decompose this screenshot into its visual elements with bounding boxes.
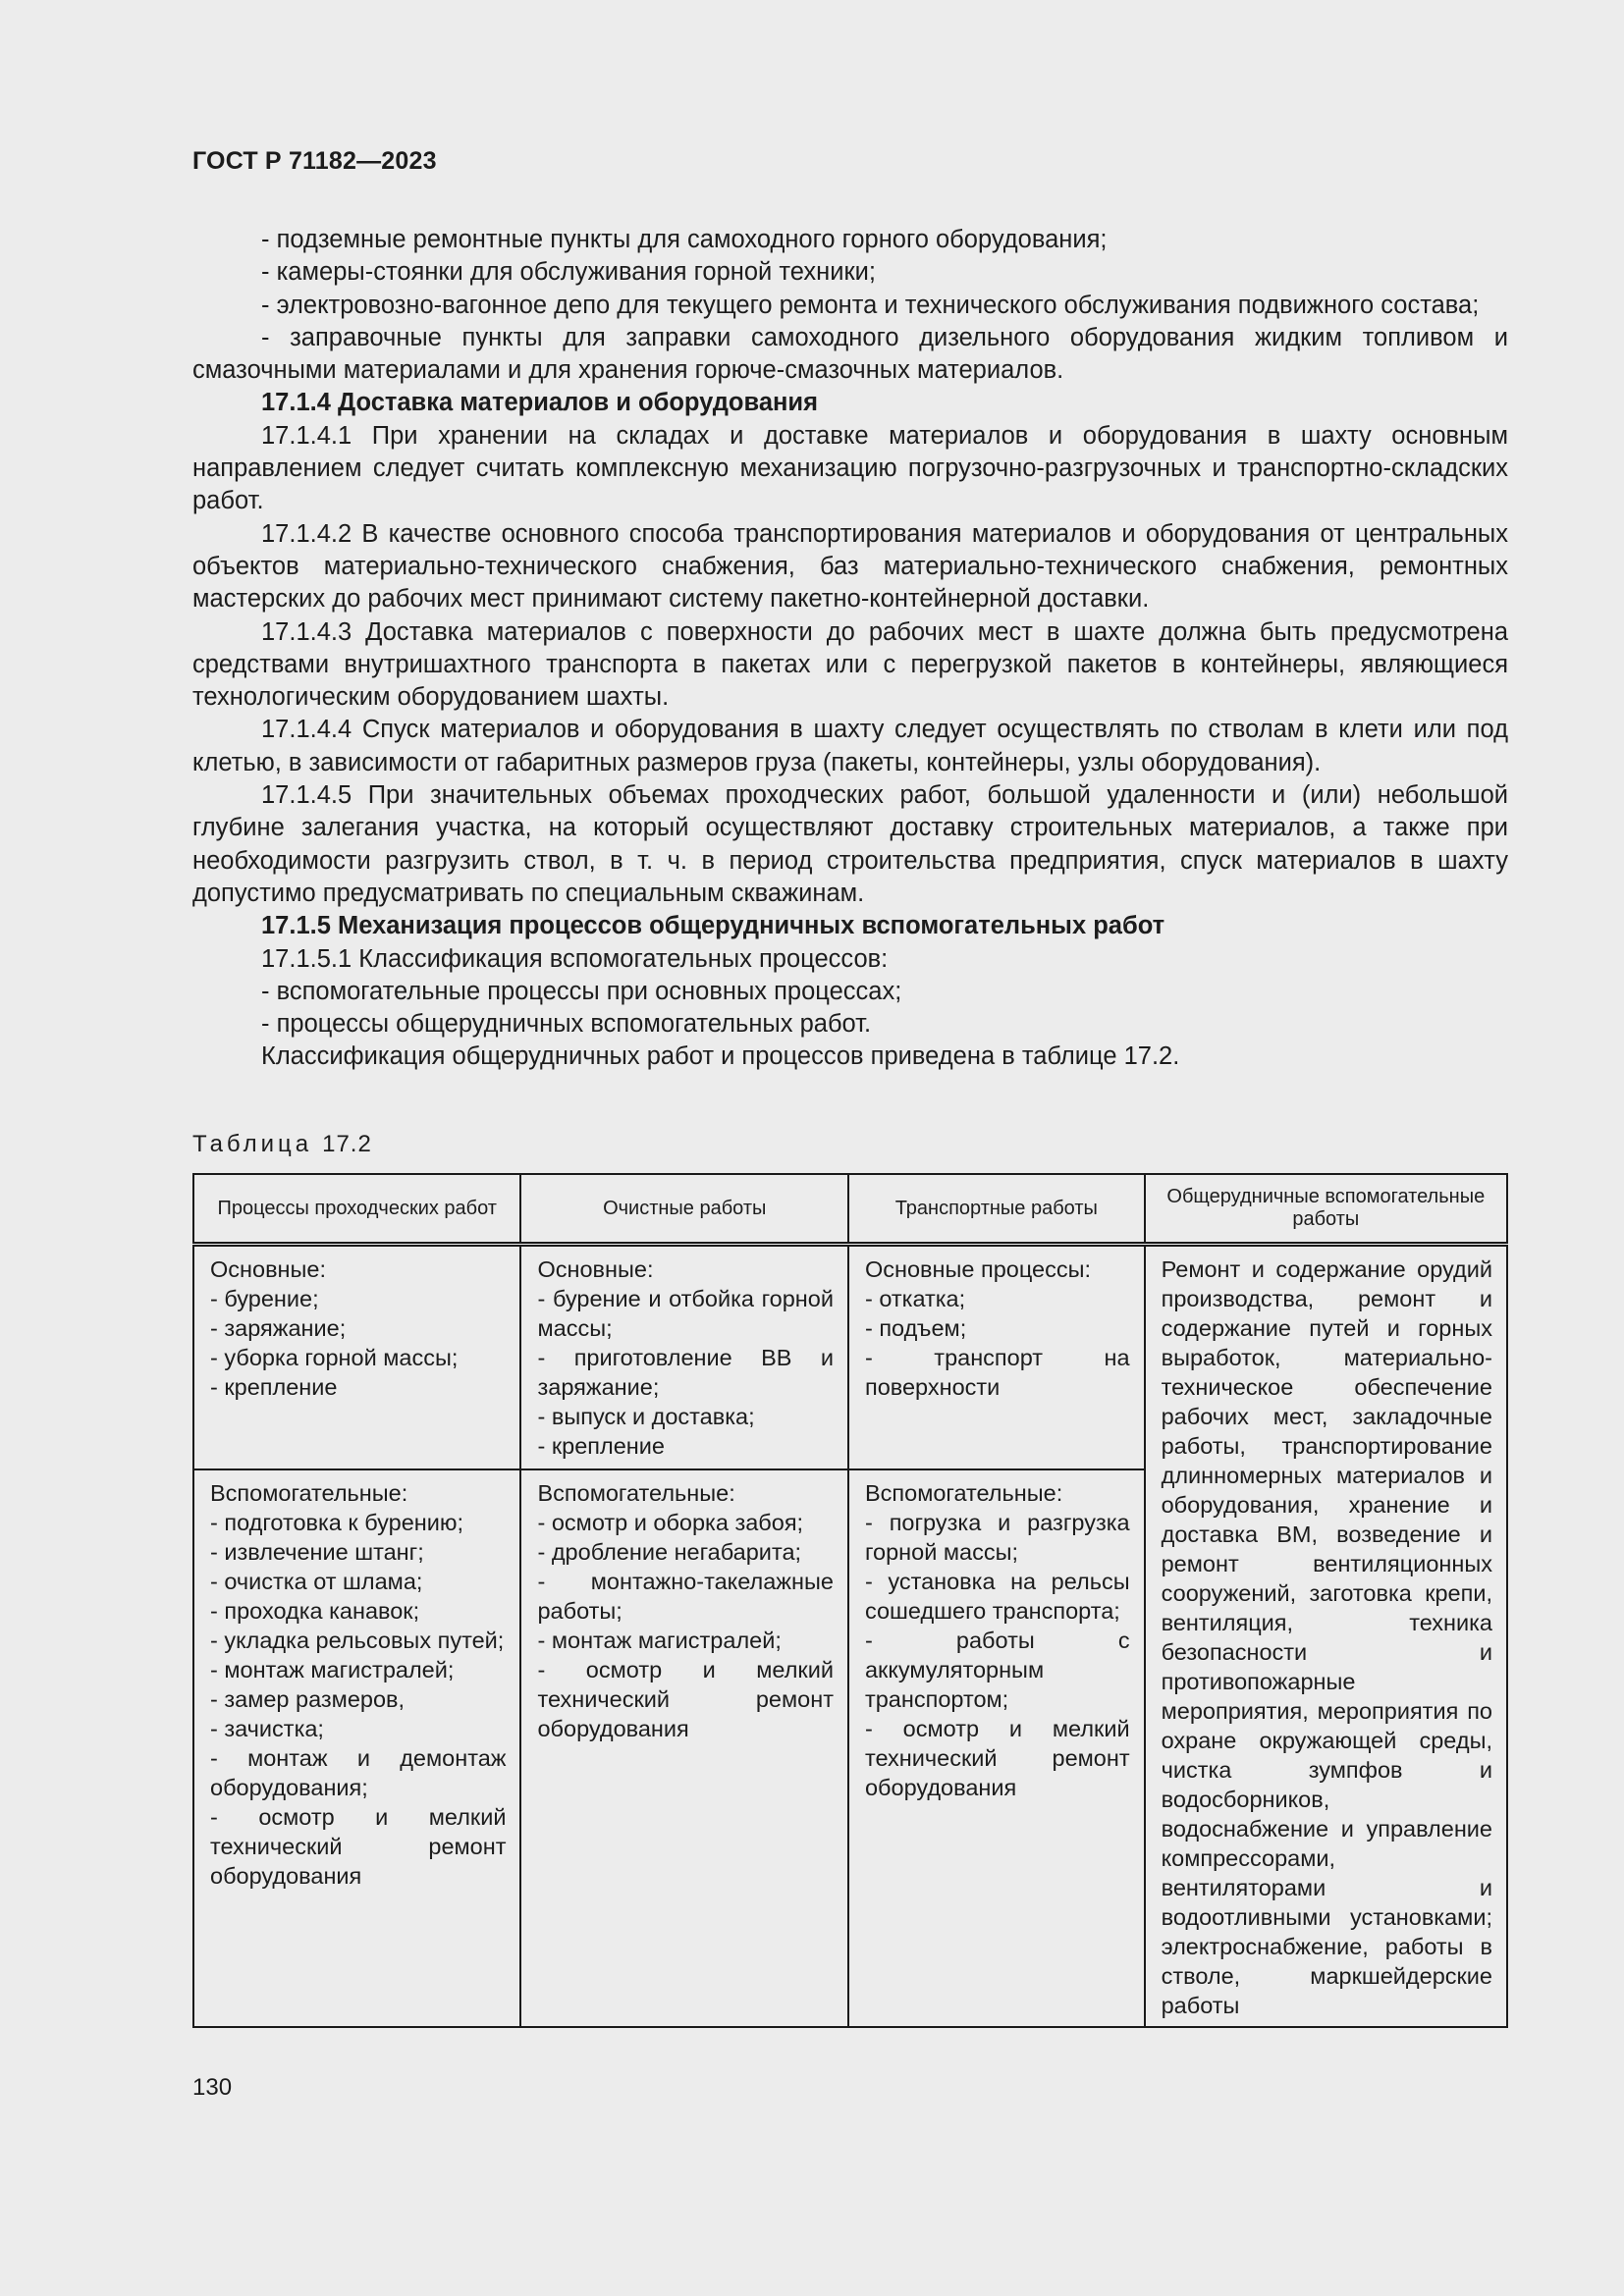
- table-cell: [193, 1245, 520, 1469]
- table-cell-line: - бурение;: [210, 1286, 319, 1311]
- table-cell-line: - крепление: [537, 1433, 665, 1459]
- table-cell-line: - очистка от шлама;: [210, 1568, 423, 1594]
- paragraph: - электровозно-вагонное депо для текущего ремонта и технического обслуживания подвижного состава;: [261, 291, 1480, 319]
- table-cell-line: - монтаж и демонтаж оборудования;: [210, 1744, 507, 1800]
- table-cell-line: - крепление: [210, 1374, 338, 1400]
- paragraph: 17.1.4.1 При хранении на складах и доставке материалов и оборудования в шахту основным направлением следует считать комплексную механизацию погрузочно-разгрузочных и транспортно-складских работ.: [192, 421, 1508, 515]
- table-cell-line: - зачистка;: [210, 1715, 324, 1741]
- section-heading: 17.1.5 Механизация процессов общерудничных вспомогательных работ: [261, 912, 1165, 940]
- table-cell-line: - выпуск и доставка;: [537, 1404, 755, 1429]
- table-cell-line: - укладка рельсовых путей;: [210, 1627, 505, 1653]
- table-header-row: [193, 1174, 1507, 1245]
- table-cell-line: Вспомогательные:: [210, 1479, 408, 1506]
- table-row-main: [193, 1245, 1507, 1469]
- table-cell-line: - замер размеров,: [210, 1685, 406, 1712]
- table-cell-line: - откатка;: [864, 1286, 966, 1311]
- table-cell-line: - монтажно-такелажные работы;: [537, 1568, 834, 1624]
- table-cell-line: - подготовка к бурению;: [210, 1509, 464, 1535]
- paragraph: 17.1.4.4 Спуск материалов и оборудования в шахту следует осуществлять по стволам в клети или под клетью, в зависимости от габаритных размеров груза (пакеты, контейнеры, узлы оборудования).: [192, 716, 1508, 776]
- paragraph: 17.1.4.5 При значительных объемах проходческих работ, большой удаленности и (или) небольшой глубине залегания участка, на который осуществляют доставку строительных материалов, а также при необходимости разгрузить ствол, в т. ч. в период строительства предприятия, спуск материалов в шахту допустимо предусматривать по специальным скважинам.: [192, 781, 1508, 907]
- section-heading: 17.1.4 Доставка материалов и оборудования: [261, 389, 818, 417]
- table-header-cell: Транспортные работы: [848, 1174, 1145, 1245]
- table-caption-word: Таблица: [192, 1131, 313, 1157]
- paragraph: - заправочные пункты для заправки самоходного дизельного оборудования жидким топливом и смазочными материалами и для хранения горюче-смазочных материалов.: [192, 323, 1508, 385]
- table-cell-line: Вспомогательные:: [537, 1479, 735, 1506]
- table-cell-line: - осмотр и мелкий технический ремонт оборудования: [537, 1656, 834, 1741]
- table-cell: [848, 1245, 1145, 1469]
- table-cell-line: - монтаж магистралей;: [537, 1627, 782, 1653]
- table-header-cell: Очистные работы: [520, 1174, 847, 1245]
- table-cell-line: - уборка горной массы;: [210, 1345, 459, 1370]
- paragraph: 17.1.4.3 Доставка материалов с поверхности до рабочих мест в шахте должна быть предусмотрена средствами внутришахтного транспорта в пакетах или с перегрузкой пакетов в контейнеры, являющиеся технологическим оборудованием шахты.: [192, 617, 1508, 712]
- document-header: ГОСТ Р 71182—2023: [192, 147, 437, 175]
- page-number: 130: [192, 2074, 233, 2101]
- table-cell-line: - осмотр и оборка забоя;: [537, 1509, 804, 1535]
- paragraph: - подземные ремонтные пункты для самоходного горного оборудования;: [261, 226, 1108, 253]
- table-caption: [192, 1131, 372, 1158]
- table-header-cell: Процессы проходческих работ: [193, 1174, 520, 1245]
- table-cell: [848, 1469, 1145, 2028]
- table-cell-line: - осмотр и мелкий технический ремонт оборудования: [210, 1803, 507, 1889]
- table-cell-line: - подъем;: [864, 1315, 967, 1341]
- body-text: [192, 224, 1508, 1074]
- table-cell-line: - бурение и отбойка горной массы;: [537, 1286, 834, 1341]
- table-cell: [520, 1469, 847, 2028]
- paragraph: 17.1.5.1 Классификация вспомогательных процессов:: [261, 944, 889, 973]
- table-cell-line: Основные:: [537, 1256, 654, 1282]
- table-caption-number: 17.2: [322, 1131, 372, 1157]
- table-cell-line: - дробление негабарита;: [537, 1538, 802, 1565]
- table-cell-general-works: Ремонт и содержание орудий производства, ремонт и содержание путей и горных выработок, материально-техническое обеспечение рабочих мест, закладочные работы, транспортирование длинномерных материалов и оборудования, хранение и доставка ВМ, возведение и ремонт вентиляционных сооружений, заготовка крепи, вентиляция, техника безопасности и противопожарные мероприятия, мероприятия по охране окружающей среды, чистка зумпфов и водосборников, водоснабжение и управление компрессорами, вентиляторами и водоотливными установками; электроснабжение, работы в стволе, маркшейдерские работы: [1145, 1245, 1507, 2028]
- paragraph: 17.1.4.2 В качестве основного способа транспортирования материалов и оборудования от центральных объектов материально-технического снабжения, баз материально-технического снабжения, ремонтных мастерских до рабочих мест принимают систему пакетно-контейнерной доставки.: [192, 519, 1508, 614]
- table-cell-line: - монтаж магистралей;: [210, 1656, 455, 1682]
- table-cell-line: - извлечение штанг;: [210, 1538, 424, 1565]
- table-cell: [193, 1469, 520, 2028]
- table-cell-line: Основные:: [210, 1256, 327, 1282]
- paragraph: - вспомогательные процессы при основных процессах;: [261, 977, 902, 1005]
- paragraph: - процессы общерудничных вспомогательных работ.: [261, 1010, 872, 1039]
- table-cell-line: - транспорт на поверхности: [864, 1345, 1130, 1400]
- table-cell-line: - заряжание;: [210, 1315, 347, 1341]
- table-cell: [520, 1245, 847, 1469]
- table-cell-line: - приготовление ВВ и заряжание;: [537, 1345, 834, 1400]
- paragraph: - камеры-стоянки для обслуживания горной техники;: [261, 258, 876, 287]
- table-cell-line: Основные процессы:: [864, 1256, 1092, 1282]
- table-cell-line: - осмотр и мелкий технический ремонт оборудования: [864, 1715, 1130, 1800]
- table-cell-line: - погрузка и разгрузка горной массы;: [864, 1509, 1130, 1565]
- table-cell-line: Вспомогательные:: [864, 1479, 1063, 1506]
- table-cell-line: - установка на рельсы сошедшего транспорта;: [864, 1568, 1130, 1624]
- table-cell-line: - работы с аккумуляторным транспортом;: [864, 1627, 1130, 1712]
- classification-table: [192, 1173, 1508, 2028]
- paragraph: Классификация общерудничных работ и процессов приведена в таблице 17.2.: [261, 1042, 1180, 1071]
- table-header-cell: Общерудничные вспомогательные работы: [1145, 1174, 1507, 1245]
- table-cell-line: - проходка канавок;: [210, 1597, 420, 1624]
